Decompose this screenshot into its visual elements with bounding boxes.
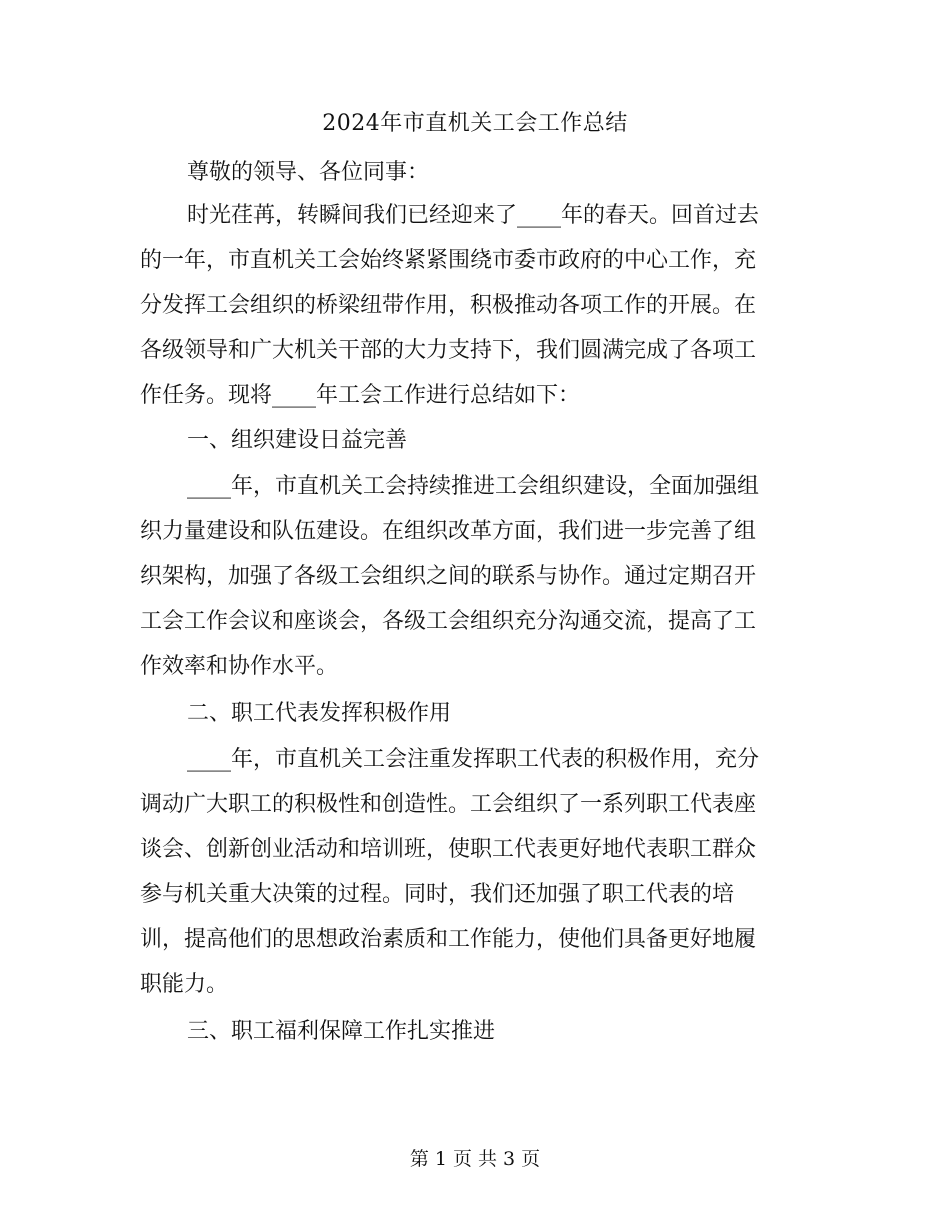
section-heading: 一、组织建设日益完善 [187, 428, 408, 453]
paragraph-line: 训，提高他们的思想政治素质和工作能力，使他们具备更好地履 [140, 927, 757, 952]
paragraph-line: 职能力。 [140, 972, 229, 997]
paragraph-line: ____年，市直机关工会持续推进工会组织建设，全面加强组 [187, 474, 760, 499]
paragraph-line: 作任务。现将____年工会工作进行总结如下： [140, 383, 581, 408]
paragraph-line: 作效率和协作水平。 [140, 654, 339, 679]
paragraph-line: 分发挥工会组织的桥梁纽带作用，积极推动各项工作的开展。在 [140, 293, 757, 318]
paragraph-line: ____年，市直机关工会注重发挥职工代表的积极作用，充分 [187, 747, 760, 772]
paragraph-line: 谈会、创新创业活动和培训班，使职工代表更好地代表职工群众 [140, 837, 757, 862]
paragraph-line: 织力量建设和队伍建设。在组织改革方面，我们进一步完善了组 [140, 519, 757, 544]
paragraph-line: 工会工作会议和座谈会，各级工会组织充分沟通交流，提高了工 [140, 609, 757, 634]
paragraph-line: 织架构，加强了各级工会组织之间的联系与协作。通过定期召开 [140, 564, 757, 589]
paragraph-line: 各级领导和广大机关干部的大力支持下，我们圆满完成了各项工 [140, 338, 757, 363]
section-heading: 二、职工代表发挥积极作用 [187, 701, 452, 726]
section-heading: 三、职工福利保障工作扎实推进 [187, 1019, 496, 1044]
page-footer: 第 1 页 共 3 页 [409, 1148, 541, 1170]
paragraph-line: 参与机关重大决策的过程。同时，我们还加强了职工代表的培 [140, 882, 735, 907]
paragraph-line: 调动广大职工的积极性和创造性。工会组织了一系列职工代表座 [140, 792, 757, 817]
paragraph-line: 的一年，市直机关工会始终紧紧围绕市委市政府的中心工作，充 [140, 248, 757, 273]
paragraph-line: 时光荏苒，转瞬间我们已经迎来了____年的春天。回首过去 [187, 203, 760, 228]
salutation: 尊敬的领导、各位同事： [187, 160, 430, 185]
document-title: 2024年市直机关工会工作总结 [322, 111, 628, 136]
